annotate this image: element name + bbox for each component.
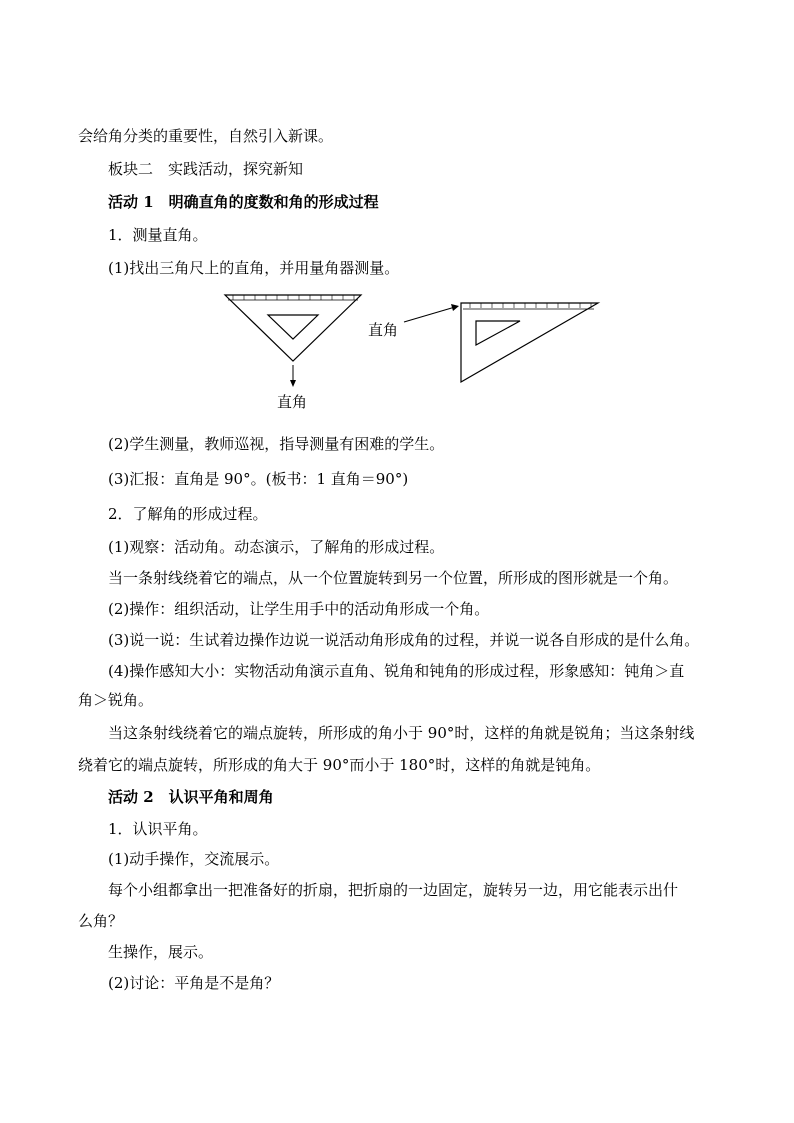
paragraph-line: (3)汇报：直角是 90°。(板书：1 直角＝90°)	[108, 470, 409, 488]
isosceles-set-square	[225, 295, 361, 361]
paragraph-line: 生操作，展示。	[108, 943, 214, 961]
set-squares-figure	[0, 285, 794, 415]
paragraph-line: (1)找出三角尺上的直角，并用量角器测量。	[108, 259, 400, 277]
paragraph-line: (1)观察：活动角。动态演示，了解角的形成过程。	[108, 538, 445, 556]
right-angle-label-bottom: 直角	[277, 393, 308, 411]
ruler-ticks-right	[470, 303, 591, 308]
paragraph-line: 角＞锐角。	[78, 691, 154, 709]
paragraph-line: (3)说一说：生试着边操作边说一说活动角形成角的过程，并说一说各自形成的是什么角。	[108, 631, 700, 649]
paragraph-line: (2)学生测量，教师巡视，指导测量有困难的学生。	[108, 435, 445, 453]
right-triangle-set-square	[461, 303, 598, 382]
ruler-ticks-left	[233, 295, 354, 300]
paragraph-line: 么角？	[78, 912, 124, 930]
arrow-down-icon	[290, 365, 296, 387]
right-angle-label-side: 直角	[368, 321, 399, 339]
activity-heading: 活动 2 认识平角和周角	[108, 788, 274, 806]
paragraph-line: (2)讨论：平角是不是角？	[108, 974, 280, 992]
activity-heading: 活动 1 明确直角的度数和角的形成过程	[108, 193, 379, 211]
paragraph-line: 会给角分类的重要性，自然引入新课。	[78, 127, 334, 145]
paragraph-line: 当一条射线绕着它的端点，从一个位置旋转到另一个位置，所形成的图形就是一个角。	[108, 569, 679, 587]
paragraph-line: (4)操作感知大小：实物活动角演示直角、锐角和钝角的形成过程，形象感知：钝角＞直	[108, 662, 685, 680]
paragraph-line: 1．测量直角。	[108, 226, 208, 244]
section-heading: 板块二 实践活动，探究新知	[108, 160, 304, 178]
paragraph-line: 绕着它的端点旋转，所形成的角大于 90°而小于 180°时，这样的角就是钝角。	[78, 756, 601, 774]
paragraph-line: 2．了解角的形成过程。	[108, 505, 268, 523]
paragraph-line: 1．认识平角。	[108, 820, 208, 838]
paragraph-line: (1)动手操作，交流展示。	[108, 850, 280, 868]
arrow-right-icon	[404, 304, 459, 322]
paragraph-line: 当这条射线绕着它的端点旋转，所形成的角小于 90°时，这样的角就是锐角；当这条射线	[108, 724, 695, 742]
paragraph-line: 每个小组都拿出一把准备好的折扇，把折扇的一边固定，旋转另一边，用它能表示出什	[108, 881, 679, 899]
paragraph-line: (2)操作：组织活动，让学生用手中的活动角形成一个角。	[108, 600, 490, 618]
